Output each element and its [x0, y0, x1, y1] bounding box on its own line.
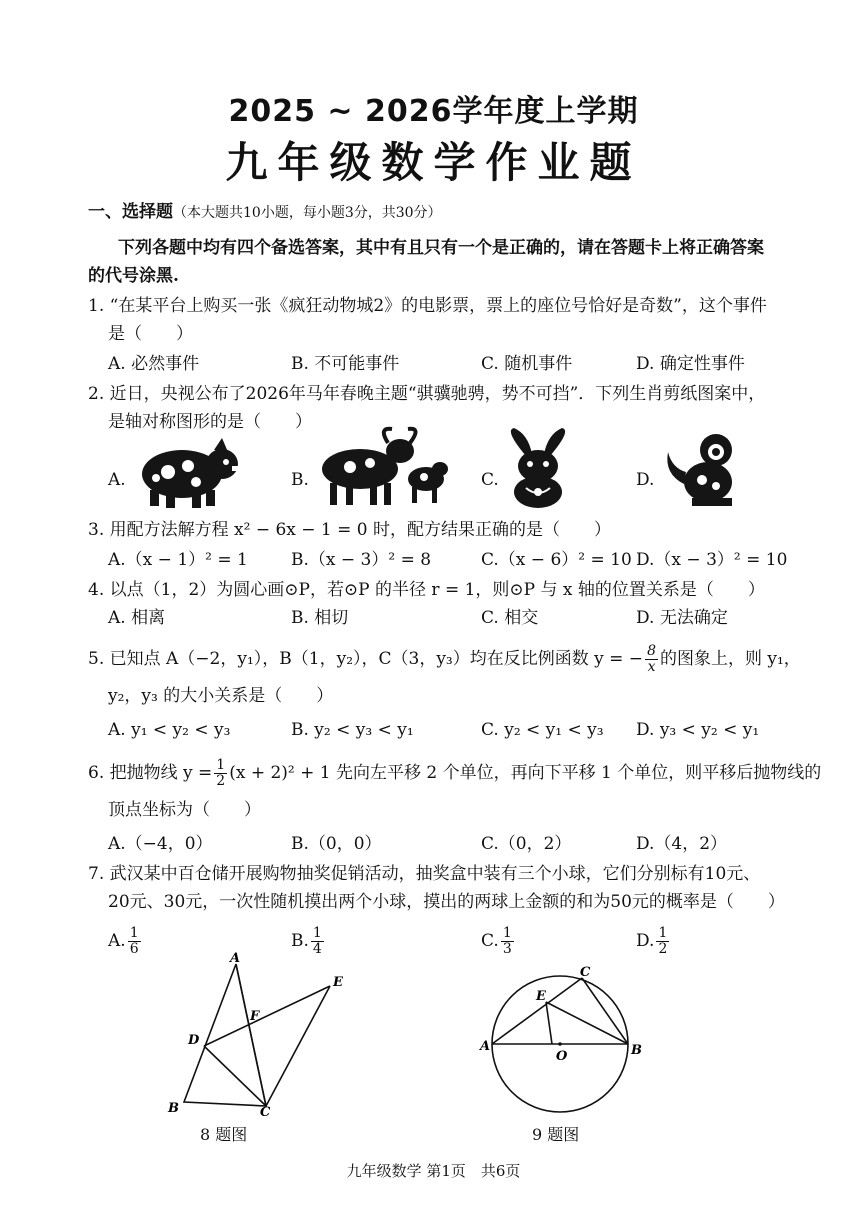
q7-option-a-denominator: 6 — [129, 941, 139, 957]
rabbit-papercut-image — [496, 426, 580, 510]
q5-option-b: B. y₂ < y₃ < y₁ — [291, 720, 414, 740]
page-footer: 九年级数学 第1页 共6页 — [346, 1162, 521, 1180]
q5-stem-post: 的图象上，则 y₁， — [659, 649, 801, 669]
q7-option-d — [636, 926, 671, 957]
q5-fraction — [645, 644, 658, 675]
fig9-label-o: O — [556, 1049, 568, 1064]
q1-option-d: D. 确定性事件 — [636, 354, 745, 374]
fig8-label-f: F — [250, 1009, 260, 1024]
q7-option-d-fraction — [656, 926, 669, 957]
q4-option-c: C. 相交 — [481, 608, 539, 628]
q2-option-b: B. — [291, 470, 309, 490]
worksheet-title: 九年级数学作业题 — [225, 138, 642, 187]
fig9-label-e: E — [536, 989, 546, 1004]
fig8-label-c: C — [260, 1105, 271, 1120]
q7-option-a — [108, 926, 143, 957]
q7-option-b-label: B. — [291, 931, 309, 951]
figure-8-diagram — [160, 950, 360, 1120]
q7-option-a-numerator: 1 — [129, 925, 139, 941]
pig-papercut-image — [132, 432, 242, 510]
q7-option-d-label: D. — [636, 931, 655, 951]
q3-option-c: C.（x − 6）² = 10 — [481, 550, 632, 570]
q4-option-b: B. 相切 — [291, 608, 349, 628]
section-intro-line1: 下列各题中均有四个备选答案，其中有且只有一个是正确的，请在答题卡上将正确答案 — [118, 238, 764, 258]
q2-stem-line1: 2. 近日，央视公布了2026年马年春晚主题“骐骥驰骋，势不可挡”．下列生肖剪纸图案中， — [88, 384, 766, 404]
q1-option-a: A. 必然事件 — [108, 354, 200, 374]
q7-option-c-denominator: 3 — [502, 941, 512, 957]
q7-option-c-numerator: 1 — [502, 925, 512, 941]
q6-option-b: B.（0，0） — [291, 834, 382, 854]
figure-9-caption: 9 题图 — [532, 1125, 580, 1144]
q5-option-d: D. y₃ < y₂ < y₁ — [636, 720, 760, 740]
q4-stem: 4. 以点（1，2）为圆心画⊙P，若⊙P 的半径 r = 1，则⊙P 与 x 轴的位置关系是（ ） — [88, 580, 765, 600]
section-note: （本大题共10小题，每小题3分，共30分） — [173, 205, 442, 221]
q5-option-a: A. y₁ < y₂ < y₃ — [108, 720, 231, 740]
q2-stem-line2: 是轴对称图形的是（ ） — [108, 412, 312, 432]
q5-stem-pre: 5. 已知点 A（−2，y₁），B（1，y₂），C（3，y₃）均在反比例函数 y = − — [88, 649, 644, 669]
q7-stem-line1: 7. 武汉某中百仓储开展购物抽奖促销活动，抽奖盒中装有三个小球，它们分别标有10元、 — [88, 864, 761, 884]
q7-option-b-numerator: 1 — [312, 925, 322, 941]
fig9-label-a: A — [480, 1039, 491, 1054]
q7-option-b-denominator: 4 — [312, 941, 322, 957]
school-year-heading: 2025 ~ 2026学年度上学期 — [228, 94, 639, 129]
section-title: 一、选择题 — [88, 202, 173, 222]
q5-stem-line1 — [88, 644, 801, 675]
q6-frac-numerator: 1 — [216, 757, 226, 773]
q7-stem-line2: 20元、30元，一次性随机摸出两个小球，摸出的两球上金额的和为50元的概率是（ ） — [108, 892, 785, 912]
q5-stem-line2: y₂，y₃ 的大小关系是（ ） — [108, 686, 334, 706]
figure-8-caption: 8 题图 — [200, 1125, 248, 1144]
fig8-label-d: D — [188, 1033, 200, 1048]
q7-option-d-numerator: 1 — [658, 925, 668, 941]
q3-option-d: D.（x − 3）² = 10 — [636, 550, 788, 570]
q5-frac-denominator: x — [647, 659, 656, 675]
fig8-label-a: A — [230, 951, 241, 966]
q7-option-c-label: C. — [481, 931, 499, 951]
q7-option-d-denominator: 2 — [658, 941, 668, 957]
q6-option-d: D.（4，2） — [636, 834, 728, 854]
fig8-label-e: E — [333, 975, 343, 990]
q3-option-b: B.（x − 3）² = 8 — [291, 550, 432, 570]
q4-option-a: A. 相离 — [108, 608, 166, 628]
fig8-label-b: B — [168, 1101, 179, 1116]
q3-option-a: A.（x − 1）² = 1 — [108, 550, 248, 570]
q2-option-c: C. — [481, 470, 499, 490]
monkey-papercut-image — [658, 428, 744, 510]
q5-option-c: C. y₂ < y₁ < y₃ — [481, 720, 604, 740]
figure-9-diagram — [478, 960, 648, 1120]
q7-option-c — [481, 926, 516, 957]
q2-option-a: A. — [108, 470, 126, 490]
section-intro-line2: 的代号涂黑. — [88, 266, 179, 286]
q7-option-c-fraction — [501, 926, 514, 957]
q1-option-c: C. 随机事件 — [481, 354, 573, 374]
section-heading — [88, 200, 442, 225]
q5-frac-numerator: 8 — [647, 643, 656, 659]
q6-fraction — [214, 758, 227, 789]
q4-option-d: D. 无法确定 — [636, 608, 728, 628]
q3-stem: 3. 用配方法解方程 x² − 6x − 1 = 0 时，配方结果正确的是（ ） — [88, 520, 612, 540]
q2-option-d: D. — [636, 470, 655, 490]
q1-option-b: B. 不可能事件 — [291, 354, 400, 374]
q1-stem-line2: 是（ ） — [108, 324, 193, 344]
q6-frac-denominator: 2 — [216, 773, 226, 789]
q6-option-c: C.（0，2） — [481, 834, 572, 854]
q7-option-a-fraction — [128, 926, 141, 957]
ox-papercut-image — [314, 425, 450, 507]
q7-option-a-label: A. — [108, 931, 126, 951]
q6-stem-post: (x + 2)² + 1 先向左平移 2 个单位，再向下平移 1 个单位，则平移后抛物线的 — [229, 763, 822, 783]
q1-stem-line1: 1. “在某平台上购买一张《疯狂动物城2》的电影票，票上的座位号恰好是奇数”，这个事件 — [88, 296, 767, 316]
q6-stem-line1 — [88, 758, 821, 789]
q6-stem-line2: 顶点坐标为（ ） — [108, 800, 261, 820]
q6-option-a: A.（−4，0） — [108, 834, 213, 854]
q6-stem-pre: 6. 把抛物线 y = — [88, 763, 213, 783]
fig9-label-c: C — [580, 965, 591, 980]
fig9-label-b: B — [631, 1043, 642, 1058]
